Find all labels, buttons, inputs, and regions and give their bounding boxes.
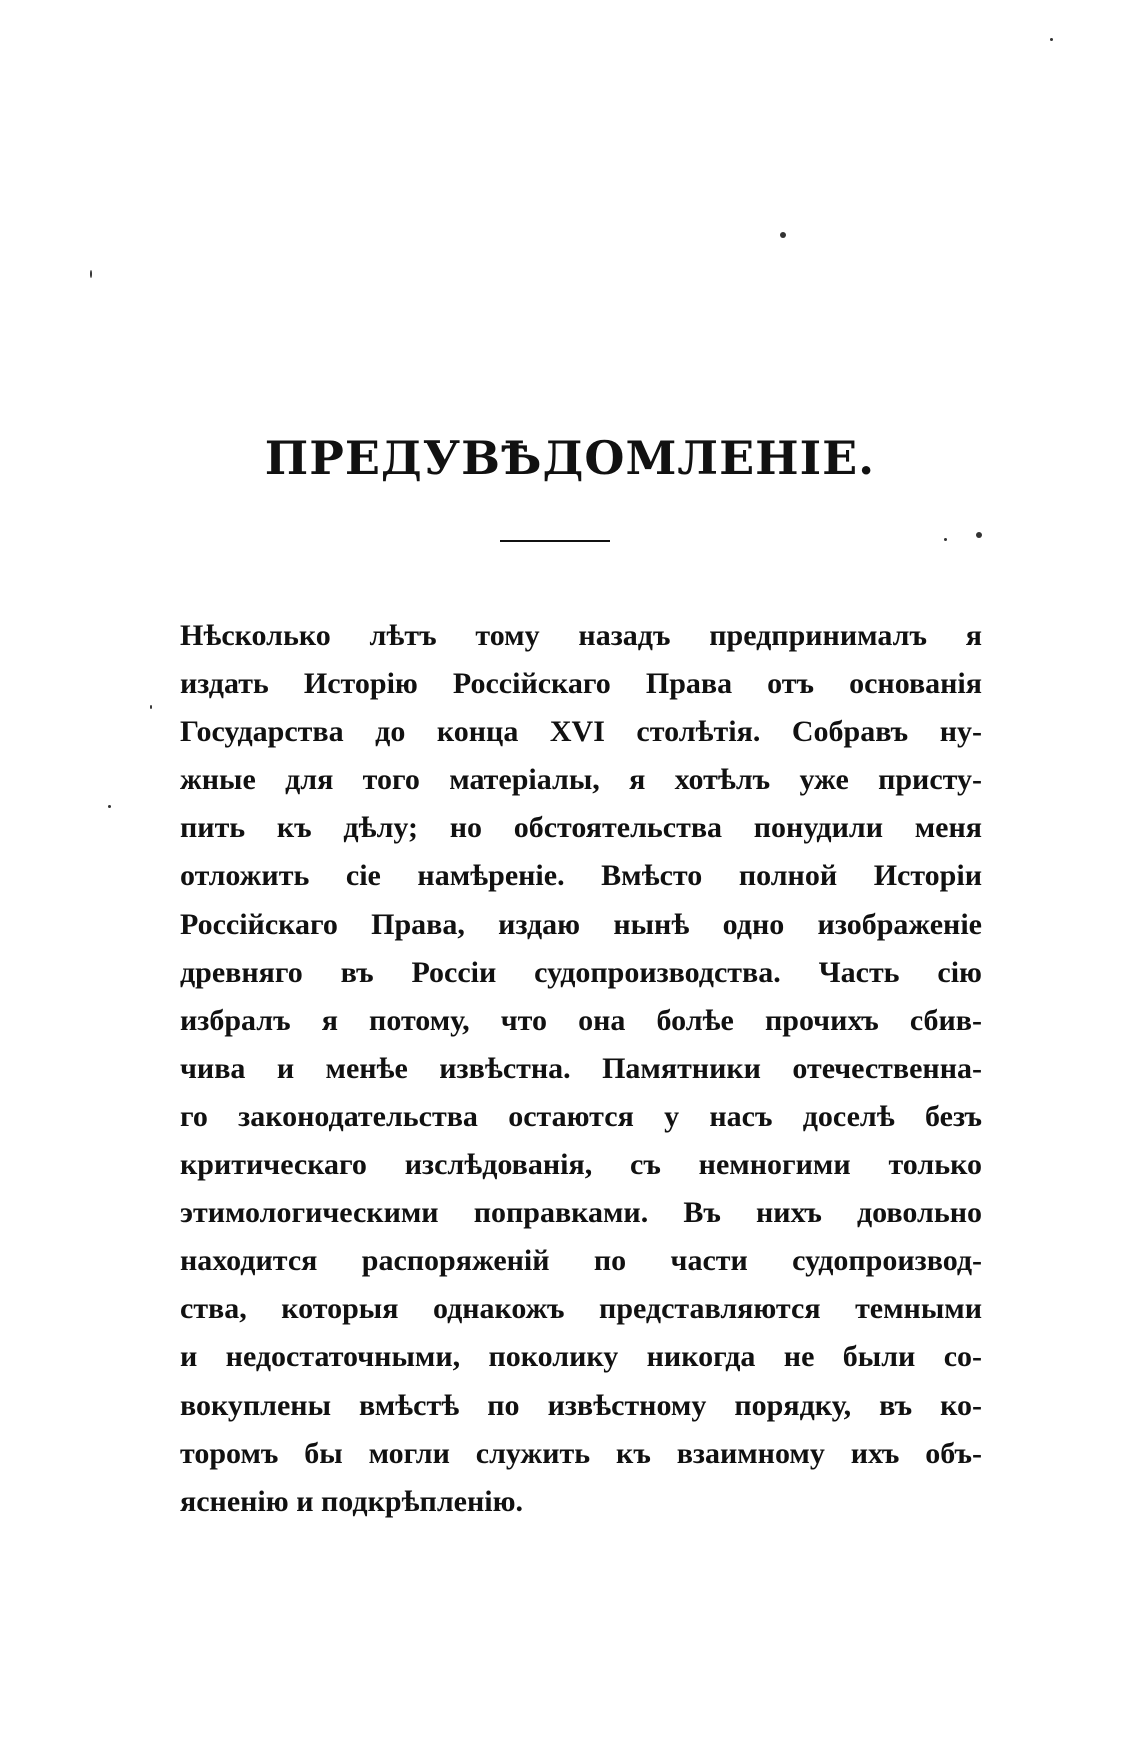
text-line: критическаго изслѣдованія, съ немногими только (180, 1148, 982, 1182)
text-line: древняго въ Россіи судопроизводства. Часть сію (180, 955, 982, 989)
text-line: чива и менѣе извѣстна. Памятники отечественна- (180, 1051, 982, 1085)
text-line: избралъ я потому, что она болѣе прочихъ сбив- (180, 1003, 982, 1037)
title-divider (500, 540, 610, 542)
text-line: этимологическими поправками. Въ нихъ довольно (180, 1196, 982, 1230)
text-line: жные для того матеріалы, я хотѣлъ уже присту- (180, 763, 982, 797)
text-line: и недостаточными, поколику никогда не были со- (180, 1340, 982, 1374)
page-title: ПРЕДУВѢДОМЛЕНІЕ. (264, 431, 876, 485)
text-line: пить къ дѣлу; но обстоятельства понудили меня (180, 811, 982, 845)
scan-speck (780, 232, 786, 238)
text-line: торомъ бы могли служить къ взаимному ихъ объ- (180, 1436, 982, 1470)
text-line: Россійскаго Права, издаю нынѣ одно изображеніе (180, 907, 982, 941)
scan-speck (150, 705, 152, 709)
text-line: Нѣсколько лѣтъ тому назадъ предпринималъ я (180, 619, 982, 652)
scan-speck (976, 532, 982, 538)
scan-speck (1050, 38, 1053, 41)
scan-speck (944, 538, 947, 541)
text-line: го законодательства остаются у насъ доселѣ безъ (180, 1099, 982, 1133)
text-line: отложить сіе намѣреніе. Вмѣсто полной Исторіи (180, 859, 982, 893)
scan-speck (108, 805, 111, 808)
text-line: вокуплены вмѣстѣ по извѣстному порядку, въ ко- (180, 1388, 982, 1422)
text-line: ства, которыя однакожъ представляются темными (180, 1292, 982, 1326)
text-line-last: ясненію и подкрѣпленію. (180, 1484, 524, 1518)
text-line: находится распоряженій по части судопроизвод- (180, 1244, 982, 1278)
text-line: Государства до конца XVI столѣтія. Собравъ ну- (180, 715, 982, 749)
body-paragraph (180, 612, 982, 1526)
scan-speck (90, 270, 92, 278)
text-line: издать Исторію Россійскаго Права отъ основанія (180, 667, 982, 701)
